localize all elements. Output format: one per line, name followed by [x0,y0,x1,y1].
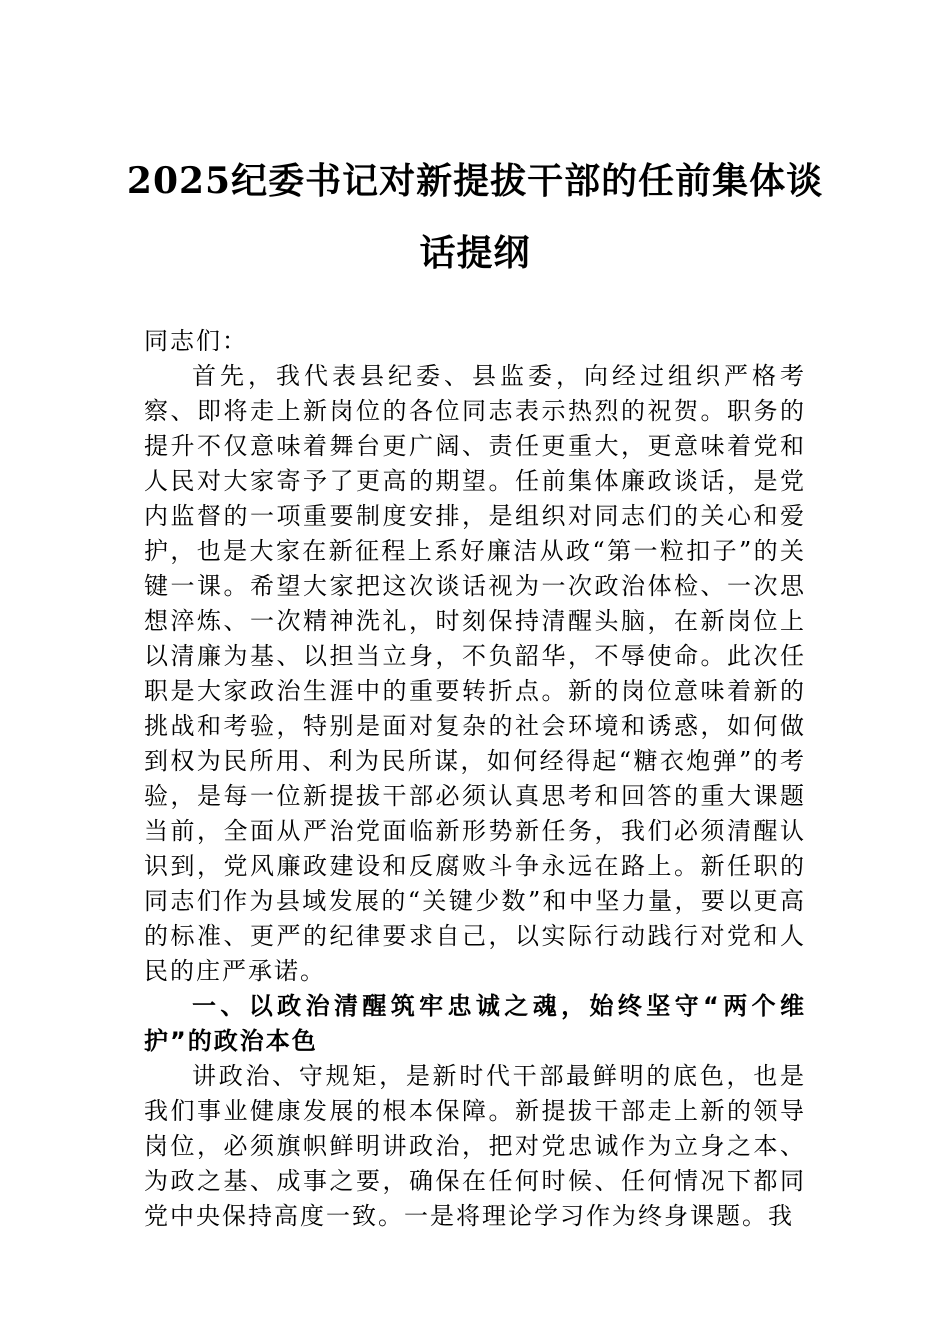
section-heading-1: 一、以政治清醒筑牢忠诚之魂，始终坚守“两个维护”的政治本色 [144,992,806,1055]
salutation-line: 同志们： [144,327,248,355]
title-line-2: 话提纲 [419,232,531,274]
opening-paragraph: 首先，我代表县纪委、县监委，向经过组织严格考察、即将走上新岗位的各位同志表示热烈的祝贺。职务的提升不仅意味着舞台更广阔、责任更重大，更意味着党和人民对大家寄予了更高的期望。任前集体廉政谈话，是党内监督的一项重要制度安排，是组织对同志们的关心和爱护，也是大家在新征程上系好廉洁从政“第一粒扣子”的关键一课。希望大家把这次谈话视为一次政治体检、一次思想淬炼、一次精神洗礼，时刻保持清醒头脑，在新岗位上以清廉为基、以担当立身，不负韶华，不辱使命。此次任职是大家政治生涯中的重要转折点。新的岗位意味着新的挑战和考验，特别是面对复杂的社会环境和诱惑，如何做到权为民所用、利为民所谋，如何经得起“糖衣炮弹”的考验，是每一位新提拔干部必须认真思考和回答的重大课题当前，全面从严治党面临新形势新任务，我们必须清醒认识到，党风廉政建设和反腐败斗争永远在路上。新任职的同志们作为县域发展的“关键少数”和中坚力量，要以更高的标准、更严的纪律要求自己，以实际行动践行对党和人民的庄严承诺。 [144,362,806,985]
title-line-1: 2025纪委书记对新提拔干部的任前集体谈 [126,160,824,202]
document-title [70,145,880,289]
document-body [144,324,806,1234]
section-1-paragraph: 讲政治、守规矩，是新时代干部最鲜明的底色，也是我们事业健康发展的根本保障。新提拔干部走上新的领导岗位，必须旗帜鲜明讲政治，把对党忠诚作为立身之本、为政之基、成事之要，确保在任何时候、任何情况下都同党中央保持高度一致。一是将理论学习作为终身课题。我 [144,1062,806,1230]
